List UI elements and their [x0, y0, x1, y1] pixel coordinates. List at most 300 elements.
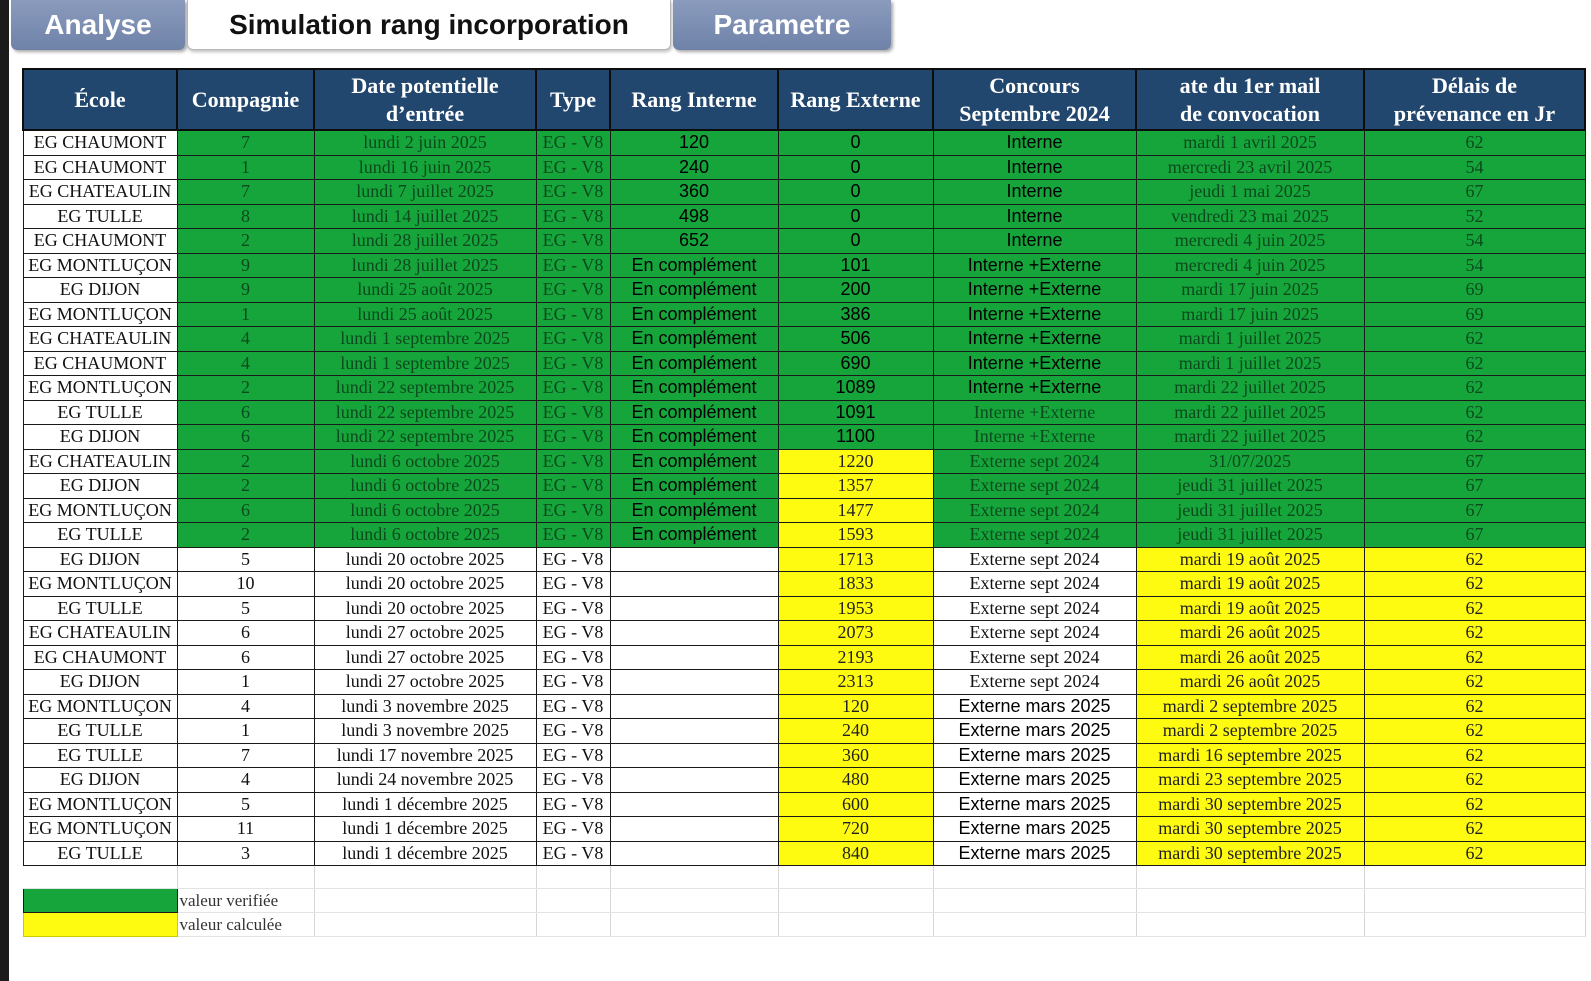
- cell-type[interactable]: EG - V8: [536, 645, 610, 670]
- cell-delai[interactable]: 62: [1364, 792, 1585, 817]
- cell-rang-interne[interactable]: [610, 694, 778, 719]
- cell-ecole[interactable]: EG TULLE: [23, 400, 177, 425]
- cell-concours[interactable]: Externe sept 2024: [933, 621, 1136, 646]
- cell-date-entree[interactable]: lundi 28 juillet 2025: [314, 229, 536, 254]
- cell-ecole[interactable]: EG CHAUMONT: [23, 645, 177, 670]
- cell-rang-externe[interactable]: 0: [778, 155, 933, 180]
- cell-date-entree[interactable]: lundi 2 juin 2025: [314, 130, 536, 155]
- cell-date-entree[interactable]: lundi 1 décembre 2025: [314, 792, 536, 817]
- tab-analyse[interactable]: Analyse: [11, 0, 185, 50]
- cell-concours[interactable]: Externe mars 2025: [933, 743, 1136, 768]
- cell-rang-externe[interactable]: 200: [778, 278, 933, 303]
- cell-compagnie[interactable]: 9: [177, 278, 314, 303]
- cell-date-entree[interactable]: lundi 6 octobre 2025: [314, 474, 536, 499]
- cell-delai[interactable]: 54: [1364, 229, 1585, 254]
- empty-cell[interactable]: [610, 889, 778, 913]
- cell-date-entree[interactable]: lundi 20 octobre 2025: [314, 547, 536, 572]
- cell-rang-externe[interactable]: 1953: [778, 596, 933, 621]
- cell-ecole[interactable]: EG MONTLUÇON: [23, 792, 177, 817]
- cell-compagnie[interactable]: 11: [177, 817, 314, 842]
- cell-delai[interactable]: 67: [1364, 474, 1585, 499]
- cell-date-entree[interactable]: lundi 3 novembre 2025: [314, 719, 536, 744]
- cell-rang-interne[interactable]: En complément: [610, 302, 778, 327]
- cell-type[interactable]: EG - V8: [536, 621, 610, 646]
- cell-date-mail[interactable]: mardi 17 juin 2025: [1136, 302, 1364, 327]
- cell-compagnie[interactable]: 10: [177, 572, 314, 597]
- cell-date-entree[interactable]: lundi 20 octobre 2025: [314, 596, 536, 621]
- cell-compagnie[interactable]: 8: [177, 204, 314, 229]
- cell-delai[interactable]: 67: [1364, 498, 1585, 523]
- cell-date-mail[interactable]: mardi 2 septembre 2025: [1136, 694, 1364, 719]
- cell-delai[interactable]: 62: [1364, 572, 1585, 597]
- cell-type[interactable]: EG - V8: [536, 670, 610, 695]
- cell-compagnie[interactable]: 1: [177, 670, 314, 695]
- cell-concours[interactable]: Externe sept 2024: [933, 547, 1136, 572]
- cell-concours[interactable]: Interne +Externe: [933, 302, 1136, 327]
- cell-rang-interne[interactable]: En complément: [610, 376, 778, 401]
- cell-date-mail[interactable]: mercredi 4 juin 2025: [1136, 229, 1364, 254]
- cell-date-entree[interactable]: lundi 7 juillet 2025: [314, 180, 536, 205]
- cell-date-mail[interactable]: vendredi 23 mai 2025: [1136, 204, 1364, 229]
- cell-date-mail[interactable]: 31/07/2025: [1136, 449, 1364, 474]
- empty-cell[interactable]: [778, 866, 933, 889]
- cell-date-mail[interactable]: mardi 19 août 2025: [1136, 547, 1364, 572]
- cell-concours[interactable]: Interne +Externe: [933, 278, 1136, 303]
- cell-type[interactable]: EG - V8: [536, 253, 610, 278]
- cell-ecole[interactable]: EG DIJON: [23, 425, 177, 450]
- cell-compagnie[interactable]: 2: [177, 229, 314, 254]
- cell-date-entree[interactable]: lundi 25 août 2025: [314, 302, 536, 327]
- cell-rang-interne[interactable]: [610, 670, 778, 695]
- cell-rang-externe[interactable]: 600: [778, 792, 933, 817]
- cell-rang-interne[interactable]: En complément: [610, 278, 778, 303]
- cell-rang-interne[interactable]: En complément: [610, 351, 778, 376]
- empty-cell[interactable]: [314, 866, 536, 889]
- cell-date-entree[interactable]: lundi 22 septembre 2025: [314, 400, 536, 425]
- empty-cell[interactable]: [1136, 866, 1364, 889]
- cell-date-mail[interactable]: mardi 26 août 2025: [1136, 645, 1364, 670]
- cell-ecole[interactable]: EG TULLE: [23, 523, 177, 548]
- cell-rang-interne[interactable]: En complément: [610, 400, 778, 425]
- cell-date-entree[interactable]: lundi 1 décembre 2025: [314, 841, 536, 866]
- cell-compagnie[interactable]: 6: [177, 400, 314, 425]
- cell-ecole[interactable]: EG CHAUMONT: [23, 130, 177, 155]
- cell-type[interactable]: EG - V8: [536, 743, 610, 768]
- cell-type[interactable]: EG - V8: [536, 155, 610, 180]
- header-rang-interne[interactable]: [610, 69, 778, 130]
- cell-type[interactable]: EG - V8: [536, 327, 610, 352]
- cell-delai[interactable]: 62: [1364, 400, 1585, 425]
- cell-rang-interne[interactable]: [610, 621, 778, 646]
- cell-ecole[interactable]: EG CHAUMONT: [23, 155, 177, 180]
- cell-date-entree[interactable]: lundi 14 juillet 2025: [314, 204, 536, 229]
- cell-ecole[interactable]: EG DIJON: [23, 670, 177, 695]
- cell-delai[interactable]: 62: [1364, 670, 1585, 695]
- cell-delai[interactable]: 62: [1364, 743, 1585, 768]
- empty-cell[interactable]: [536, 913, 610, 937]
- empty-cell[interactable]: [23, 866, 177, 889]
- cell-rang-externe[interactable]: 0: [778, 180, 933, 205]
- cell-rang-interne[interactable]: [610, 596, 778, 621]
- cell-ecole[interactable]: EG CHATEAULIN: [23, 621, 177, 646]
- cell-rang-externe[interactable]: 360: [778, 743, 933, 768]
- cell-rang-externe[interactable]: 480: [778, 768, 933, 793]
- cell-type[interactable]: EG - V8: [536, 498, 610, 523]
- cell-date-entree[interactable]: lundi 27 octobre 2025: [314, 621, 536, 646]
- cell-date-entree[interactable]: lundi 6 octobre 2025: [314, 449, 536, 474]
- cell-concours[interactable]: Externe sept 2024: [933, 523, 1136, 548]
- cell-date-mail[interactable]: mardi 30 septembre 2025: [1136, 792, 1364, 817]
- cell-type[interactable]: EG - V8: [536, 792, 610, 817]
- cell-rang-interne[interactable]: [610, 817, 778, 842]
- cell-date-mail[interactable]: mardi 1 juillet 2025: [1136, 351, 1364, 376]
- empty-cell[interactable]: [933, 889, 1136, 913]
- cell-rang-interne[interactable]: En complément: [610, 474, 778, 499]
- cell-date-entree[interactable]: lundi 22 septembre 2025: [314, 425, 536, 450]
- cell-concours[interactable]: Interne: [933, 180, 1136, 205]
- cell-concours[interactable]: Externe sept 2024: [933, 449, 1136, 474]
- cell-compagnie[interactable]: 2: [177, 474, 314, 499]
- cell-ecole[interactable]: EG MONTLUÇON: [23, 376, 177, 401]
- cell-compagnie[interactable]: 6: [177, 645, 314, 670]
- cell-ecole[interactable]: EG MONTLUÇON: [23, 694, 177, 719]
- cell-compagnie[interactable]: 1: [177, 302, 314, 327]
- cell-concours[interactable]: Externe sept 2024: [933, 596, 1136, 621]
- cell-delai[interactable]: 69: [1364, 278, 1585, 303]
- cell-rang-interne[interactable]: [610, 841, 778, 866]
- cell-rang-externe[interactable]: 690: [778, 351, 933, 376]
- tab-parametre[interactable]: Parametre: [673, 0, 891, 50]
- cell-date-mail[interactable]: jeudi 31 juillet 2025: [1136, 523, 1364, 548]
- cell-type[interactable]: EG - V8: [536, 229, 610, 254]
- empty-cell[interactable]: [314, 913, 536, 937]
- header-type[interactable]: [536, 69, 610, 130]
- cell-rang-externe[interactable]: 386: [778, 302, 933, 327]
- cell-compagnie[interactable]: 2: [177, 523, 314, 548]
- cell-concours[interactable]: Externe mars 2025: [933, 817, 1136, 842]
- cell-delai[interactable]: 67: [1364, 523, 1585, 548]
- legend-label-calculated[interactable]: valeur calculée: [177, 913, 314, 937]
- legend-swatch-calculated[interactable]: [23, 913, 177, 937]
- cell-date-mail[interactable]: jeudi 31 juillet 2025: [1136, 498, 1364, 523]
- cell-delai[interactable]: 62: [1364, 645, 1585, 670]
- cell-concours[interactable]: Externe mars 2025: [933, 694, 1136, 719]
- cell-concours[interactable]: Externe sept 2024: [933, 670, 1136, 695]
- cell-type[interactable]: EG - V8: [536, 523, 610, 548]
- cell-rang-externe[interactable]: 1089: [778, 376, 933, 401]
- cell-ecole[interactable]: EG MONTLUÇON: [23, 572, 177, 597]
- cell-rang-externe[interactable]: 240: [778, 719, 933, 744]
- cell-date-mail[interactable]: mardi 17 juin 2025: [1136, 278, 1364, 303]
- cell-rang-interne[interactable]: [610, 645, 778, 670]
- empty-cell[interactable]: [778, 889, 933, 913]
- cell-concours[interactable]: Externe mars 2025: [933, 792, 1136, 817]
- empty-cell[interactable]: [314, 889, 536, 913]
- cell-ecole[interactable]: EG DIJON: [23, 547, 177, 572]
- cell-ecole[interactable]: EG MONTLUÇON: [23, 253, 177, 278]
- tab-simulation-rang-incorporation[interactable]: Simulation rang incorporation: [187, 0, 671, 50]
- cell-type[interactable]: EG - V8: [536, 376, 610, 401]
- cell-delai[interactable]: 54: [1364, 155, 1585, 180]
- cell-type[interactable]: EG - V8: [536, 351, 610, 376]
- empty-cell[interactable]: [1364, 889, 1585, 913]
- cell-concours[interactable]: Externe sept 2024: [933, 474, 1136, 499]
- cell-rang-interne[interactable]: [610, 768, 778, 793]
- cell-ecole[interactable]: EG DIJON: [23, 278, 177, 303]
- empty-cell[interactable]: [1364, 866, 1585, 889]
- cell-ecole[interactable]: EG TULLE: [23, 743, 177, 768]
- cell-rang-externe[interactable]: 1833: [778, 572, 933, 597]
- header-ecole[interactable]: [23, 69, 177, 130]
- cell-ecole[interactable]: EG MONTLUÇON: [23, 302, 177, 327]
- cell-date-mail[interactable]: mardi 23 septembre 2025: [1136, 768, 1364, 793]
- cell-rang-interne[interactable]: En complément: [610, 253, 778, 278]
- cell-compagnie[interactable]: 1: [177, 155, 314, 180]
- cell-ecole[interactable]: EG CHATEAULIN: [23, 449, 177, 474]
- cell-delai[interactable]: 62: [1364, 376, 1585, 401]
- cell-rang-interne[interactable]: [610, 743, 778, 768]
- cell-type[interactable]: EG - V8: [536, 572, 610, 597]
- cell-date-mail[interactable]: mardi 22 juillet 2025: [1136, 376, 1364, 401]
- cell-rang-externe[interactable]: 0: [778, 204, 933, 229]
- cell-type[interactable]: EG - V8: [536, 841, 610, 866]
- empty-cell[interactable]: [1136, 889, 1364, 913]
- cell-date-entree[interactable]: lundi 20 octobre 2025: [314, 572, 536, 597]
- cell-concours[interactable]: Interne: [933, 155, 1136, 180]
- cell-rang-externe[interactable]: 2193: [778, 645, 933, 670]
- cell-rang-externe[interactable]: 720: [778, 817, 933, 842]
- empty-cell[interactable]: [610, 913, 778, 937]
- cell-concours[interactable]: Externe mars 2025: [933, 768, 1136, 793]
- cell-delai[interactable]: 69: [1364, 302, 1585, 327]
- cell-date-entree[interactable]: lundi 16 juin 2025: [314, 155, 536, 180]
- header-concours[interactable]: [933, 69, 1136, 130]
- cell-date-mail[interactable]: mardi 19 août 2025: [1136, 596, 1364, 621]
- empty-cell[interactable]: [933, 866, 1136, 889]
- cell-date-entree[interactable]: lundi 1 décembre 2025: [314, 817, 536, 842]
- cell-delai[interactable]: 67: [1364, 180, 1585, 205]
- cell-delai[interactable]: 62: [1364, 694, 1585, 719]
- cell-rang-externe[interactable]: 1100: [778, 425, 933, 450]
- cell-date-entree[interactable]: lundi 3 novembre 2025: [314, 694, 536, 719]
- cell-type[interactable]: EG - V8: [536, 474, 610, 499]
- cell-rang-interne[interactable]: 652: [610, 229, 778, 254]
- cell-compagnie[interactable]: 4: [177, 694, 314, 719]
- empty-cell[interactable]: [177, 866, 314, 889]
- cell-concours[interactable]: Externe sept 2024: [933, 645, 1136, 670]
- cell-type[interactable]: EG - V8: [536, 817, 610, 842]
- cell-concours[interactable]: Interne: [933, 130, 1136, 155]
- cell-rang-interne[interactable]: 120: [610, 130, 778, 155]
- empty-cell[interactable]: [1136, 913, 1364, 937]
- cell-compagnie[interactable]: 2: [177, 449, 314, 474]
- cell-type[interactable]: EG - V8: [536, 180, 610, 205]
- cell-date-entree[interactable]: lundi 1 septembre 2025: [314, 327, 536, 352]
- cell-rang-externe[interactable]: 1357: [778, 474, 933, 499]
- header-date-entree[interactable]: [314, 69, 536, 130]
- cell-compagnie[interactable]: 6: [177, 425, 314, 450]
- empty-cell[interactable]: [933, 913, 1136, 937]
- cell-compagnie[interactable]: 7: [177, 130, 314, 155]
- cell-date-entree[interactable]: lundi 17 novembre 2025: [314, 743, 536, 768]
- cell-concours[interactable]: Externe sept 2024: [933, 572, 1136, 597]
- cell-type[interactable]: EG - V8: [536, 204, 610, 229]
- cell-rang-interne[interactable]: En complément: [610, 449, 778, 474]
- cell-rang-externe[interactable]: 1593: [778, 523, 933, 548]
- cell-rang-externe[interactable]: 0: [778, 229, 933, 254]
- cell-ecole[interactable]: EG CHATEAULIN: [23, 180, 177, 205]
- cell-date-entree[interactable]: lundi 24 novembre 2025: [314, 768, 536, 793]
- cell-ecole[interactable]: EG TULLE: [23, 719, 177, 744]
- cell-date-mail[interactable]: mardi 26 août 2025: [1136, 621, 1364, 646]
- cell-delai[interactable]: 62: [1364, 596, 1585, 621]
- cell-delai[interactable]: 67: [1364, 449, 1585, 474]
- cell-delai[interactable]: 62: [1364, 351, 1585, 376]
- cell-concours[interactable]: Externe sept 2024: [933, 498, 1136, 523]
- cell-rang-interne[interactable]: [610, 547, 778, 572]
- cell-ecole[interactable]: EG MONTLUÇON: [23, 498, 177, 523]
- cell-rang-externe[interactable]: 2313: [778, 670, 933, 695]
- cell-delai[interactable]: 62: [1364, 817, 1585, 842]
- cell-concours[interactable]: Interne +Externe: [933, 425, 1136, 450]
- cell-compagnie[interactable]: 4: [177, 351, 314, 376]
- cell-date-mail[interactable]: mardi 2 septembre 2025: [1136, 719, 1364, 744]
- cell-date-entree[interactable]: lundi 1 septembre 2025: [314, 351, 536, 376]
- cell-type[interactable]: EG - V8: [536, 449, 610, 474]
- cell-rang-interne[interactable]: [610, 572, 778, 597]
- cell-rang-externe[interactable]: 840: [778, 841, 933, 866]
- cell-ecole[interactable]: EG CHAUMONT: [23, 229, 177, 254]
- cell-concours[interactable]: Interne +Externe: [933, 376, 1136, 401]
- cell-compagnie[interactable]: 5: [177, 547, 314, 572]
- empty-cell[interactable]: [536, 866, 610, 889]
- cell-date-entree[interactable]: lundi 27 octobre 2025: [314, 645, 536, 670]
- cell-compagnie[interactable]: 7: [177, 180, 314, 205]
- cell-ecole[interactable]: EG TULLE: [23, 596, 177, 621]
- cell-rang-externe[interactable]: 101: [778, 253, 933, 278]
- cell-concours[interactable]: Interne +Externe: [933, 253, 1136, 278]
- cell-delai[interactable]: 54: [1364, 253, 1585, 278]
- cell-rang-externe[interactable]: 1713: [778, 547, 933, 572]
- cell-type[interactable]: EG - V8: [536, 278, 610, 303]
- legend-swatch-verified[interactable]: [23, 889, 177, 913]
- cell-delai[interactable]: 62: [1364, 841, 1585, 866]
- cell-type[interactable]: EG - V8: [536, 694, 610, 719]
- cell-date-entree[interactable]: lundi 6 octobre 2025: [314, 523, 536, 548]
- cell-concours[interactable]: Interne: [933, 204, 1136, 229]
- cell-ecole[interactable]: EG DIJON: [23, 768, 177, 793]
- cell-date-mail[interactable]: mercredi 4 juin 2025: [1136, 253, 1364, 278]
- header-delais[interactable]: [1364, 69, 1585, 130]
- cell-compagnie[interactable]: 1: [177, 719, 314, 744]
- cell-concours[interactable]: Externe mars 2025: [933, 841, 1136, 866]
- cell-date-mail[interactable]: mardi 22 juillet 2025: [1136, 425, 1364, 450]
- cell-ecole[interactable]: EG TULLE: [23, 204, 177, 229]
- cell-delai[interactable]: 62: [1364, 547, 1585, 572]
- cell-ecole[interactable]: EG DIJON: [23, 474, 177, 499]
- cell-delai[interactable]: 62: [1364, 768, 1585, 793]
- cell-type[interactable]: EG - V8: [536, 547, 610, 572]
- empty-cell[interactable]: [1364, 913, 1585, 937]
- cell-delai[interactable]: 62: [1364, 327, 1585, 352]
- cell-date-mail[interactable]: mardi 26 août 2025: [1136, 670, 1364, 695]
- cell-date-entree[interactable]: lundi 6 octobre 2025: [314, 498, 536, 523]
- cell-rang-interne[interactable]: [610, 719, 778, 744]
- cell-compagnie[interactable]: 7: [177, 743, 314, 768]
- cell-compagnie[interactable]: 6: [177, 498, 314, 523]
- cell-type[interactable]: EG - V8: [536, 768, 610, 793]
- cell-rang-externe[interactable]: 2073: [778, 621, 933, 646]
- cell-concours[interactable]: Interne +Externe: [933, 327, 1136, 352]
- cell-compagnie[interactable]: 9: [177, 253, 314, 278]
- cell-compagnie[interactable]: 4: [177, 327, 314, 352]
- cell-compagnie[interactable]: 6: [177, 621, 314, 646]
- cell-concours[interactable]: Interne: [933, 229, 1136, 254]
- cell-type[interactable]: EG - V8: [536, 719, 610, 744]
- cell-date-mail[interactable]: jeudi 31 juillet 2025: [1136, 474, 1364, 499]
- empty-cell[interactable]: [610, 866, 778, 889]
- cell-delai[interactable]: 62: [1364, 719, 1585, 744]
- header-rang-externe[interactable]: [778, 69, 933, 130]
- cell-compagnie[interactable]: 3: [177, 841, 314, 866]
- cell-date-mail[interactable]: mardi 19 août 2025: [1136, 572, 1364, 597]
- cell-delai[interactable]: 52: [1364, 204, 1585, 229]
- cell-date-entree[interactable]: lundi 28 juillet 2025: [314, 253, 536, 278]
- cell-ecole[interactable]: EG CHATEAULIN: [23, 327, 177, 352]
- cell-date-mail[interactable]: mardi 1 juillet 2025: [1136, 327, 1364, 352]
- cell-ecole[interactable]: EG CHAUMONT: [23, 351, 177, 376]
- cell-date-mail[interactable]: jeudi 1 mai 2025: [1136, 180, 1364, 205]
- cell-date-mail[interactable]: mercredi 23 avril 2025: [1136, 155, 1364, 180]
- cell-delai[interactable]: 62: [1364, 621, 1585, 646]
- cell-rang-externe[interactable]: 506: [778, 327, 933, 352]
- cell-rang-externe[interactable]: 1091: [778, 400, 933, 425]
- cell-type[interactable]: EG - V8: [536, 596, 610, 621]
- cell-date-mail[interactable]: mardi 22 juillet 2025: [1136, 400, 1364, 425]
- cell-rang-interne[interactable]: En complément: [610, 498, 778, 523]
- header-date-mail[interactable]: [1136, 69, 1364, 130]
- cell-rang-externe[interactable]: 120: [778, 694, 933, 719]
- legend-label-verified[interactable]: valeur verifiée: [177, 889, 314, 913]
- cell-type[interactable]: EG - V8: [536, 130, 610, 155]
- cell-rang-interne[interactable]: En complément: [610, 523, 778, 548]
- cell-compagnie[interactable]: 5: [177, 792, 314, 817]
- cell-rang-interne[interactable]: En complément: [610, 425, 778, 450]
- cell-date-mail[interactable]: mardi 1 avril 2025: [1136, 130, 1364, 155]
- cell-rang-interne[interactable]: 240: [610, 155, 778, 180]
- cell-rang-interne[interactable]: 498: [610, 204, 778, 229]
- cell-rang-externe[interactable]: 0: [778, 130, 933, 155]
- cell-delai[interactable]: 62: [1364, 130, 1585, 155]
- cell-compagnie[interactable]: 4: [177, 768, 314, 793]
- cell-concours[interactable]: Interne +Externe: [933, 351, 1136, 376]
- empty-cell[interactable]: [536, 889, 610, 913]
- cell-type[interactable]: EG - V8: [536, 425, 610, 450]
- cell-date-entree[interactable]: lundi 25 août 2025: [314, 278, 536, 303]
- cell-date-mail[interactable]: mardi 30 septembre 2025: [1136, 817, 1364, 842]
- cell-date-mail[interactable]: mardi 16 septembre 2025: [1136, 743, 1364, 768]
- cell-type[interactable]: EG - V8: [536, 400, 610, 425]
- header-compagnie[interactable]: [177, 69, 314, 130]
- cell-rang-interne[interactable]: [610, 792, 778, 817]
- cell-date-entree[interactable]: lundi 27 octobre 2025: [314, 670, 536, 695]
- cell-ecole[interactable]: EG MONTLUÇON: [23, 817, 177, 842]
- cell-concours[interactable]: Interne +Externe: [933, 400, 1136, 425]
- cell-rang-externe[interactable]: 1477: [778, 498, 933, 523]
- cell-ecole[interactable]: EG TULLE: [23, 841, 177, 866]
- cell-rang-interne[interactable]: 360: [610, 180, 778, 205]
- cell-concours[interactable]: Externe mars 2025: [933, 719, 1136, 744]
